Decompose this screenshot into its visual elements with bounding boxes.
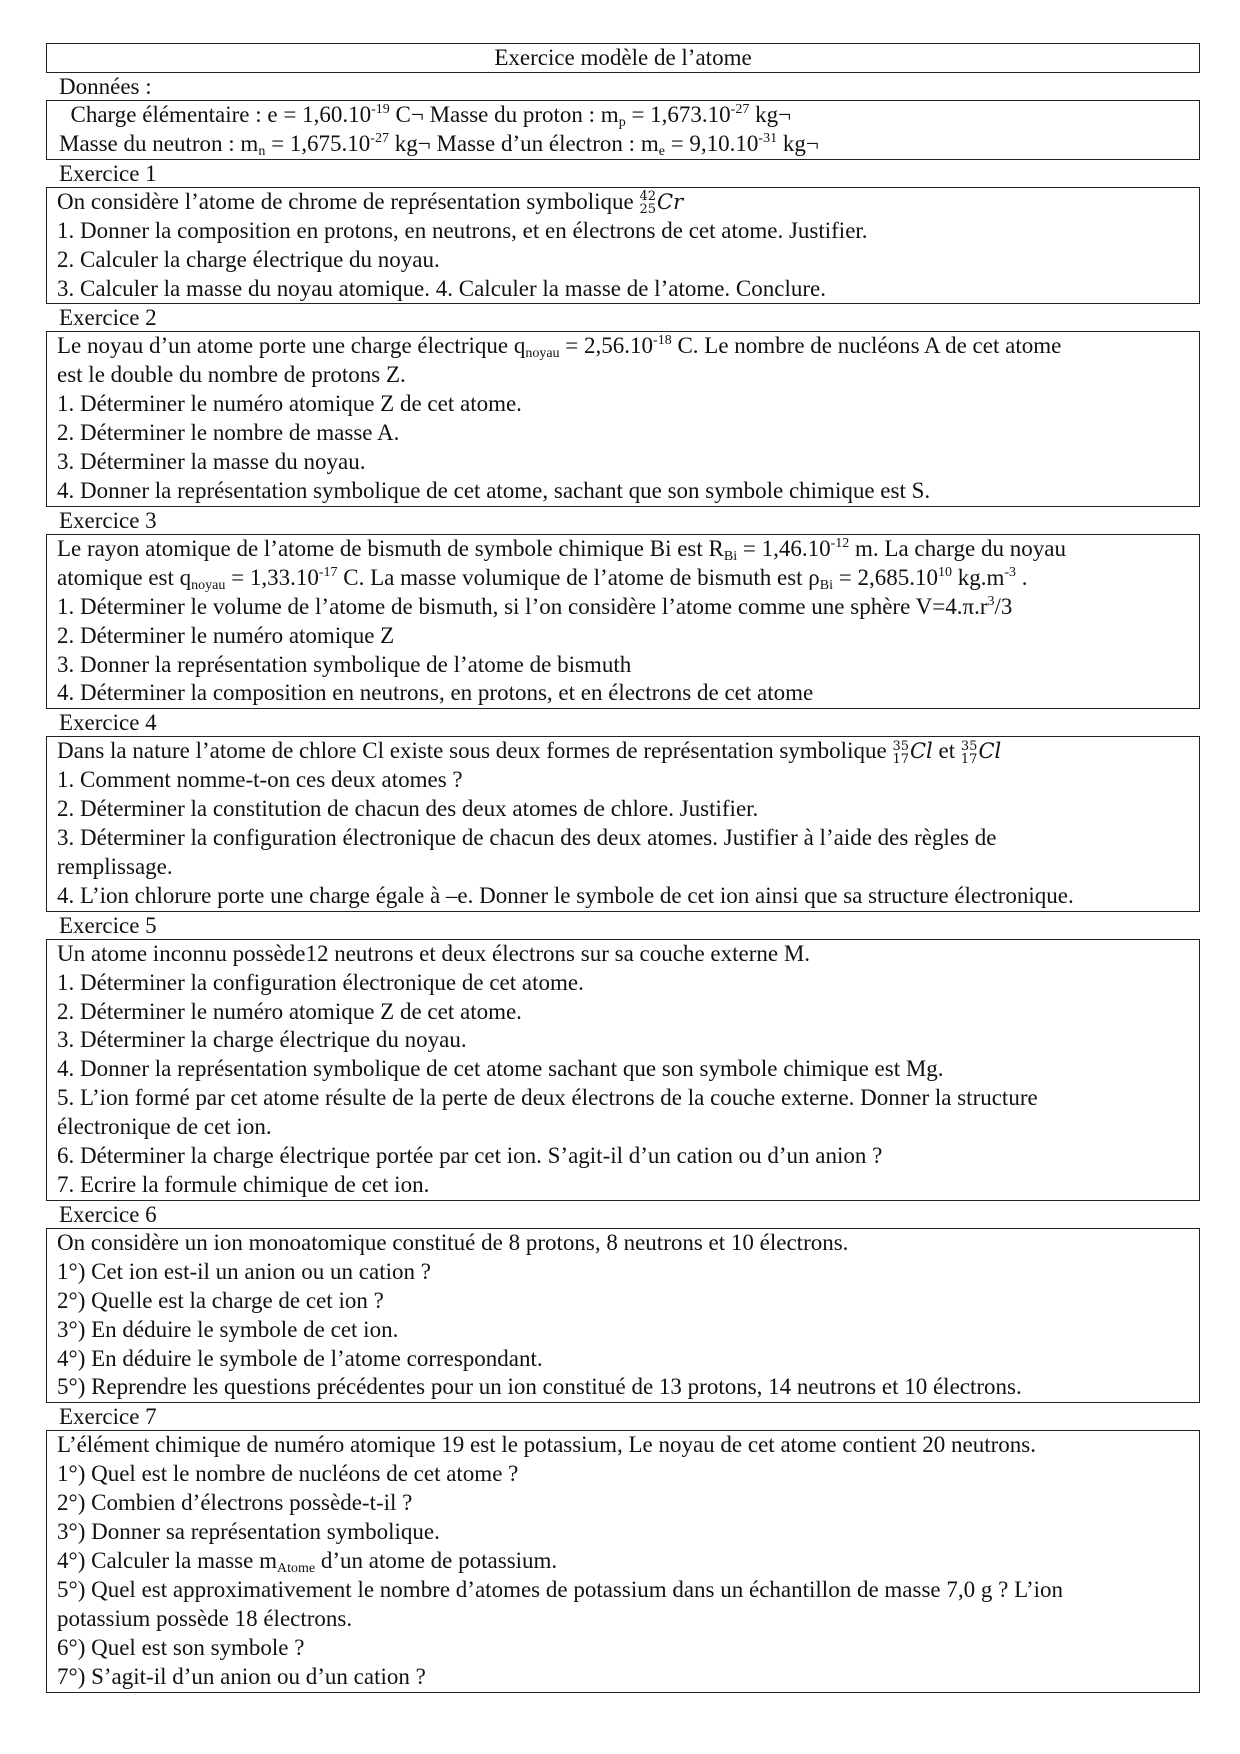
exercice-3-label: Exercice 3 <box>59 507 157 533</box>
exercice-7-q2: 2°) Combien d’électrons possède-t-il ? <box>57 1490 413 1516</box>
exercice-7-q6: 6°) Quel est son symbole ? <box>57 1634 305 1660</box>
exercice-6-intro: On considère un ion monoatomique constitué de 8 protons, 8 neutrons et 10 électrons. <box>57 1229 849 1255</box>
exercice-3-q3: 3. Donner la représentation symbolique de l’atome de bismuth <box>57 651 632 677</box>
exercice-5-q7: 7. Ecrire la formule chimique de cet ion. <box>57 1172 430 1197</box>
exercice-1-q2: 2. Calculer la charge électrique du noyau. <box>57 246 440 272</box>
exercice-2-line-1: Le noyau d’un atome porte une charge électrique $q_{noyau} = 2,56.10^{-18}$ C. Le nombre de nucléons A de cet atome <box>57 333 1062 362</box>
exercice-1-box <box>46 187 1200 305</box>
exercice-1-intro: On considère l’atome de chrome de représentation symbolique 42 25 Cr <box>57 188 684 218</box>
exercice-5-q5a: 5. L’ion formé par cet atome résulte de la perte de deux électrons de la couche externe. Donner la structure <box>57 1085 1038 1111</box>
worksheet <box>46 43 1200 1693</box>
exercice-7-label: Exercice 7 <box>59 1404 157 1430</box>
exercice-4-q3b: remplissage. <box>57 853 173 879</box>
donnees-box <box>46 100 1200 160</box>
exercice-2-label: Exercice 2 <box>59 305 157 331</box>
exercice-4-q1: 1. Comment nomme-t-on ces deux atomes ? <box>57 767 463 793</box>
exercice-2-line-2: est le double du nombre de protons Z. <box>57 362 406 388</box>
exercice-7-intro: L’élément chimique de numéro atomique 19 est le potassium, Le noyau de cet atome contient 20 neutrons. <box>57 1432 1036 1458</box>
exercice-7-q5a: 5°) Quel est approximativement le nombre d’atomes de potassium dans un échantillon de masse 7,0 g ? L’ion <box>57 1576 1064 1602</box>
donnees-line-1: Charge élémentaire : $e = 1,60.10^{-19}$ C¬ Masse du proton : $m_p = 1,673.10^{-27}$ kg¬ <box>70 102 792 130</box>
chlorine-isotope-symbol-2: 35 17 Cl <box>960 738 1002 767</box>
exercice-5-intro: Un atome inconnu possède12 neutrons et deux électrons sur sa couche externe M. <box>57 940 811 966</box>
exercice-7-q3: 3°) Donner sa représentation symbolique. <box>57 1519 440 1545</box>
exercice-6-q3: 3°) En déduire le symbole de cet ion. <box>57 1316 399 1342</box>
exercice-1-q1: 1. Donner la composition en protons, en neutrons, et en électrons de cet atome. Justifier. <box>57 217 868 243</box>
exercice-6-q5: 5°) Reprendre les questions précédentes pour un ion constitué de 13 protons, 14 neutrons et 10 électrons. <box>57 1374 1022 1400</box>
exercice-6-box <box>46 1228 1200 1403</box>
exercice-7-q1: 1°) Quel est le nombre de nucléons de cet atome ? <box>57 1461 519 1487</box>
donnees-label: Données : <box>59 74 152 99</box>
exercice-4-intro: Dans la nature l’atome de chlore Cl existe sous deux formes de représentation symbolique 35 17 Cl et 35 17 Cl <box>57 738 1002 767</box>
exercice-3-line-1: Le rayon atomique de l’atome de bismuth de symbole chimique Bi est $R_{Bi} = 1,46.10^{-12}$ m. La charge du noyau <box>57 535 1066 564</box>
exercice-5-q1: 1. Déterminer la configuration électronique de cet atome. <box>57 969 584 995</box>
exercice-6-q2: 2°) Quelle est la charge de cet ion ? <box>57 1287 384 1313</box>
page-title: Exercice modèle de l’atome <box>46 43 1200 73</box>
exercice-3-q2: 2. Déterminer le numéro atomique Z <box>57 622 395 648</box>
exercice-5-q6: 6. Déterminer la charge électrique portée par cet ion. S’agit-il d’un cation ou d’un anion ? <box>57 1143 883 1169</box>
exercice-4-label: Exercice 4 <box>59 710 157 736</box>
exercice-4-box <box>46 736 1200 911</box>
exercice-6-q1: 1°) Cet ion est-il un anion ou un cation ? <box>57 1258 431 1284</box>
exercice-7-box <box>46 1430 1200 1692</box>
exercice-4-q4: 4. L’ion chlorure porte une charge égale à –e. Donner le symbole de cet ion ainsi que sa structure électronique. <box>57 882 1074 908</box>
exercice-2-q4: 4. Donner la représentation symbolique de cet atome, sachant que son symbole chimique est S. <box>57 477 931 503</box>
exercice-4-q2: 2. Déterminer la constitution de chacun des deux atomes de chlore. Justifier. <box>57 796 759 822</box>
exercice-2-q2: 2. Déterminer le nombre de masse A. <box>57 420 400 446</box>
exercice-6-label: Exercice 6 <box>59 1201 157 1227</box>
donnees-line-2: Masse du neutron : $m_n = 1,675.10^{-27}$ kg¬ Masse d’un électron : $m_e = 9,10.10^{-31}$ kg¬ <box>59 130 819 159</box>
exercice-4-q3a: 3. Déterminer la configuration électronique de chacun des deux atomes. Justifier à l’aide des règles de <box>57 825 997 851</box>
exercice-7-q4: 4°) Calculer la masse $m_{Atome}$ d’un atome de potassium. <box>57 1547 558 1576</box>
exercice-7-q7: 7°) S’agit-il d’un anion ou d’un cation ? <box>57 1663 426 1689</box>
exercice-7-q5b: potassium possède 18 électrons. <box>57 1605 353 1631</box>
exercice-1-q3: 3. Calculer la masse du noyau atomique. 4. Calculer la masse de l’atome. Conclure. <box>57 275 826 301</box>
exercice-5-q3: 3. Déterminer la charge électrique du noyau. <box>57 1027 467 1053</box>
exercice-5-q5b: électronique de cet ion. <box>57 1114 272 1140</box>
exercice-6-q4: 4°) En déduire le symbole de l’atome correspondant. <box>57 1345 543 1371</box>
exercice-1-label: Exercice 1 <box>59 160 157 186</box>
exercice-2-q1: 1. Déterminer le numéro atomique Z de cet atome. <box>57 391 522 417</box>
exercice-2-box <box>46 331 1200 506</box>
exercice-5-q2: 2. Déterminer le numéro atomique Z de cet atome. <box>57 998 522 1024</box>
exercice-5-q4: 4. Donner la représentation symbolique de cet atome sachant que son symbole chimique est Mg. <box>57 1056 944 1082</box>
exercice-3-q1: 1. Déterminer le volume de l’atome de bismuth, si l’on considère l’atome comme une sphère $V=4.\pi.r^3/3$ <box>57 593 1013 619</box>
exercice-3-box <box>46 534 1200 709</box>
exercice-5-label: Exercice 5 <box>59 912 157 938</box>
exercice-3-q4: 4. Déterminer la composition en neutrons, en protons, et en électrons de cet atome <box>57 680 814 706</box>
exercice-5-box <box>46 939 1200 1201</box>
chromium-isotope-symbol: 42 25 Cr <box>639 189 684 218</box>
exercice-3-line-2: atomique est $q_{noyau} = 1,33.10^{-17}$ C. La masse volumique de l’atome de bismuth est $\rho_{Bi} = 2,685.10^{10}$ $kg.m^{-3}$ . <box>57 564 1028 593</box>
exercice-2-q3: 3. Déterminer la masse du noyau. <box>57 449 366 475</box>
chlorine-isotope-symbol-1: 35 17 Cl <box>892 738 933 767</box>
